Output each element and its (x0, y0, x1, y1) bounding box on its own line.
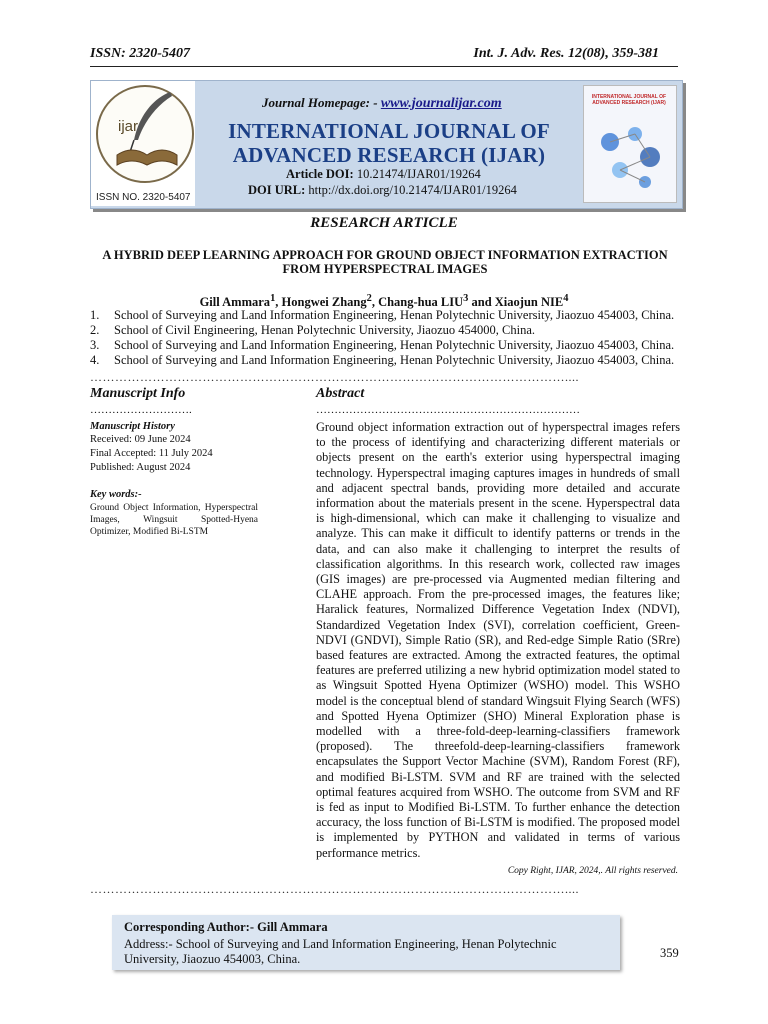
doi-url-label: DOI URL: (248, 183, 306, 197)
author-sup: 2 (366, 293, 372, 304)
article-doi-value: 10.21474/IJAR01/19264 (356, 167, 481, 181)
manuscript-info-dots: ………………………. (90, 404, 192, 416)
affiliation-text: School of Surveying and Land Information Engineering, Henan Polytechnic University, Jiaozuo 454003, China. (114, 353, 675, 367)
page-number: 359 (660, 946, 679, 960)
article-title (95, 248, 675, 276)
keywords-label: Key words:- (90, 489, 142, 500)
homepage-link[interactable]: www.journalijar.com (380, 96, 502, 111)
molecule-graphic-icon (590, 112, 670, 196)
copyright-notice: Copy Right, IJAR, 2024,. All rights reserved. (507, 866, 678, 876)
issn-header: ISSN: 2320-5407 (90, 46, 190, 61)
affiliation-item (90, 308, 690, 323)
open-book-icon (112, 140, 182, 170)
doi-url-link[interactable]: http://dx.doi.org/10.21474/IJAR01/19264 (308, 183, 517, 197)
abstract-dots: ……………………………………………………………… (316, 404, 580, 416)
journal-reference: Int. J. Adv. Res. 12(08), 359-381 (473, 46, 659, 61)
article-title-line2: FROM HYPERSPECTRAL IMAGES (282, 262, 488, 276)
author-name: Hongwei Zhang (281, 295, 367, 310)
author-sup: 3 (463, 293, 469, 304)
author-name: Gill Ammara (199, 295, 271, 310)
affiliation-num: 4. (90, 353, 100, 367)
article-doi-label: Article DOI: (286, 167, 354, 181)
affiliation-text: School of Civil Engineering, Henan Polytechnic University, Jiaozuo 454000, China. (114, 323, 535, 337)
affiliation-item (90, 353, 690, 368)
corresponding-author-title: Corresponding Author:- Gill Ammara (124, 920, 328, 934)
author-sup: 4 (563, 293, 569, 304)
affiliation-text: School of Surveying and Land Information Engineering, Henan Polytechnic University, Jiaozuo 454003, China. (114, 338, 675, 352)
corresponding-author-address: Address:- School of Surveying and Land Information Engineering, Henan Polytechnic University, Jiaozuo 454003, China. (124, 937, 557, 966)
author-separator: and (468, 295, 495, 310)
journal-homepage (262, 95, 502, 112)
affiliation-num: 3. (90, 338, 100, 352)
published-date: Published: August 2024 (90, 462, 191, 473)
journal-title (200, 119, 578, 167)
affiliation-text: School of Surveying and Land Information Engineering, Henan Polytechnic University, Jiaozuo 454003, China. (114, 308, 675, 322)
logo-issn: ISSN NO. 2320-5407 (96, 192, 191, 203)
affiliation-num: 2. (90, 323, 100, 337)
author-name: Xiaojun NIE (494, 295, 564, 310)
journal-title-line1: INTERNATIONAL JOURNAL OF (228, 119, 550, 143)
dotted-divider: …………………………………………………………………………………………………….... (90, 882, 579, 896)
doi-url (248, 183, 517, 198)
received-date: Received: 09 June 2024 (90, 434, 191, 445)
article-type: RESEARCH ARTICLE (310, 215, 458, 231)
dotted-divider: …………………………………………………………………………………………………….... (90, 370, 579, 384)
accepted-date: Final Accepted: 11 July 2024 (90, 448, 213, 459)
keywords-text: Ground Object Information, Hyperspectral Images, Wingsuit Spotted-Hyena Optimizer, Modified Bi-LSTM (90, 503, 258, 537)
affiliation-item (90, 323, 690, 338)
homepage-label: Journal Homepage: - (262, 95, 381, 110)
header-rule (90, 66, 678, 67)
cover-title: INTERNATIONAL JOURNAL OF ADVANCED RESEARCH (IJAR) (591, 94, 667, 106)
author-separator: , (371, 295, 379, 310)
affiliation-num: 1. (90, 308, 100, 322)
article-title-line1: A HYBRID DEEP LEARNING APPROACH FOR GROUND OBJECT INFORMATION EXTRACTION (102, 248, 668, 262)
article-doi (286, 167, 481, 182)
abstract-text: Ground object information extraction out of hyperspectral images refers to the process of identifying and characterizing different materials or objects present on the earth's exterior using hyperspectral imaging technology. Hyperspectral imaging captures images in hundreds of small and adjacent spectral bands, providing more detailed and accurate information about the materials present in the scene. Hyperspectral data is high-dimensional, which can make it challenging to visualize and analyze. This can make it difficult to identify patterns or trends in the data, and can also make it challenging to interpret the results of classification algorithms. In this research work, collected raw images (GIS images) are pre-processed via Augmented median filtering and CLAHE approach. From the pre-processed images, the features like; Haralick features, Normalized Difference Vegetation Index (NDVI), Standardized Vegetation Index (SVI), correlation coefficient, Green-NDVI (GNDVI), Simple Ratio (SR), and Red-edge Simple Ratio (SRre) based features are extracted. Among the extracted features, the optimal features are preferred utilizing a new hybrid optimization model stated to as Wingsuit Spotted Hyena Optimizer (WSHO) model. This WSHO model is the conceptual blend of standard Wingsuit Flying Search (WFS) and Spotted Hyena Optimizer (SHO) Mineral Exploration phase is modelled with a three-fold-deep-learning-classifiers framework (proposed). The threefold-deep-learning-classifiers framework encapsulates the Support Vector Machine (SVM), Random Forest (RF), and modified Bi-LSTM. SVM and RF are trained with the selected optimal features acquired from WSHO. The outcome from SVM and RF is fed as input to Modified Bi-LSTM. To further enhance the detection accuracy, the loss function of Bi-LSTM is modified. The proposed model is implemented by PYTHON and validated in terms of various performance metrics. (316, 420, 680, 860)
author-name: Chang-hua LIU (378, 295, 464, 310)
author-separator: , (275, 295, 282, 310)
affiliation-item (90, 338, 690, 353)
journal-title-line2: ADVANCED RESEARCH (IJAR) (232, 143, 546, 167)
manuscript-history-label: Manuscript History (90, 421, 175, 432)
manuscript-info-heading: Manuscript Info (90, 386, 186, 401)
abstract-heading: Abstract (316, 386, 365, 401)
author-sup: 1 (270, 293, 276, 304)
logo-wordmark: ijar (118, 118, 139, 135)
